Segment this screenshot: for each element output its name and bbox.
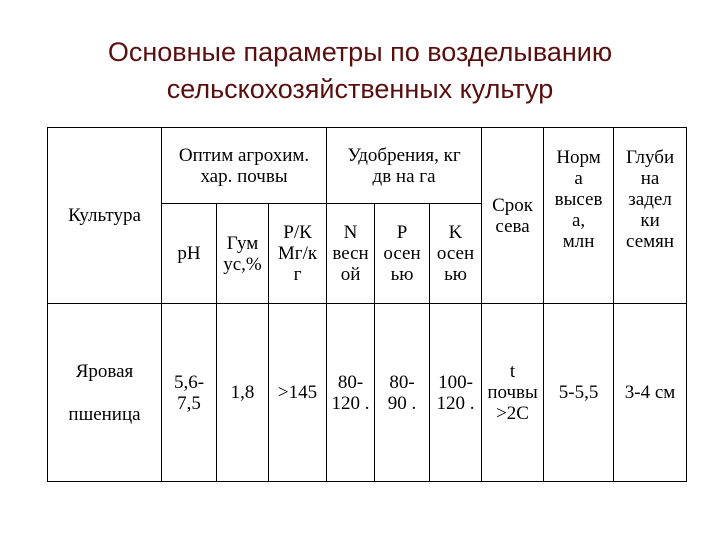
header-culture: Культура	[48, 128, 162, 304]
header-rate-line1: Норм	[556, 147, 601, 168]
ph-line2: 7,5	[177, 392, 201, 414]
header-rk-line3: г	[293, 264, 302, 285]
n-line1: 80-	[337, 371, 364, 393]
header-p-line3: ью	[390, 264, 414, 285]
header-sowing-rate	[544, 128, 614, 304]
cell-sowing-rate: 5-5,5	[544, 304, 614, 482]
header-p	[375, 204, 430, 304]
header-seed-depth	[614, 128, 687, 304]
header-sowing-term	[482, 128, 544, 304]
header-agrochem-line1: Оптим агрохим.	[178, 144, 310, 166]
header-n	[327, 204, 375, 304]
header-depth-line1: Глуби	[625, 147, 675, 168]
header-agrochem	[162, 128, 327, 204]
cell-sowing-term	[482, 304, 544, 482]
crop-parameters-table	[47, 127, 687, 482]
ph-line1: 5,6-	[173, 371, 205, 393]
table-row	[48, 304, 687, 482]
header-rk	[269, 204, 327, 304]
header-n-line2: весн	[332, 243, 369, 264]
header-k	[430, 204, 482, 304]
cell-k	[430, 304, 482, 482]
header-p-line2: осен	[383, 243, 421, 264]
header-rate-line3: высев	[554, 189, 603, 210]
header-p-line1: P	[396, 222, 408, 243]
term-line2: почвы	[487, 382, 538, 403]
n-line2: 120 .	[331, 392, 370, 414]
header-term-line2: сева	[495, 215, 530, 237]
header-humus-line1: Гум	[226, 232, 259, 254]
term-line3: >2C	[496, 403, 529, 424]
cell-rk: >145	[269, 304, 327, 482]
header-depth-line2: на	[640, 168, 660, 189]
header-agrochem-line2: хар. почвы	[200, 165, 288, 187]
header-n-line1: N	[343, 222, 358, 243]
title-line-2: сельскохозяйственных культур	[166, 74, 554, 104]
k-line1: 100-	[438, 371, 473, 393]
cell-seed-depth: 3-4 см	[614, 304, 687, 482]
p-line1: 80-	[389, 371, 415, 393]
slide-title	[0, 34, 720, 108]
header-fert-line2: дв на га	[372, 165, 436, 187]
p-line2: 90 .	[387, 392, 417, 414]
header-k-line2: осен	[436, 243, 475, 264]
header-rate-line2: а	[574, 168, 583, 189]
header-rk-line1: Р/К	[283, 222, 312, 243]
cell-n	[327, 304, 375, 482]
header-ph: pH	[162, 204, 217, 304]
header-rate-line4: а,	[571, 210, 586, 231]
cell-p	[375, 304, 430, 482]
header-n-line3: ой	[340, 264, 361, 285]
culture-line1: Яровая	[75, 360, 134, 382]
header-humus-line2: ус,%	[223, 253, 262, 275]
header-k-line3: ью	[444, 264, 467, 285]
header-fert-line1: Удобрения, кг	[347, 144, 461, 166]
header-depth-line3: задел	[628, 189, 672, 210]
culture-line2: пшеница	[68, 403, 141, 425]
header-humus	[217, 204, 269, 304]
header-depth-line5: семян	[626, 231, 675, 252]
k-line2: 120 .	[436, 392, 475, 414]
header-rate-line5: млн	[562, 231, 595, 252]
header-term-line1: Срок	[492, 194, 533, 216]
term-line1: t	[509, 361, 516, 382]
title-line-1: Основные параметры по возделыванию	[107, 37, 613, 67]
header-rk-line2: Мг/к	[277, 243, 318, 264]
header-depth-line4: ки	[640, 210, 660, 231]
header-k-line1: K	[448, 222, 463, 243]
cell-humus: 1,8	[217, 304, 269, 482]
cell-ph	[162, 304, 217, 482]
cell-culture	[48, 304, 162, 482]
header-fertilizers	[327, 128, 482, 204]
